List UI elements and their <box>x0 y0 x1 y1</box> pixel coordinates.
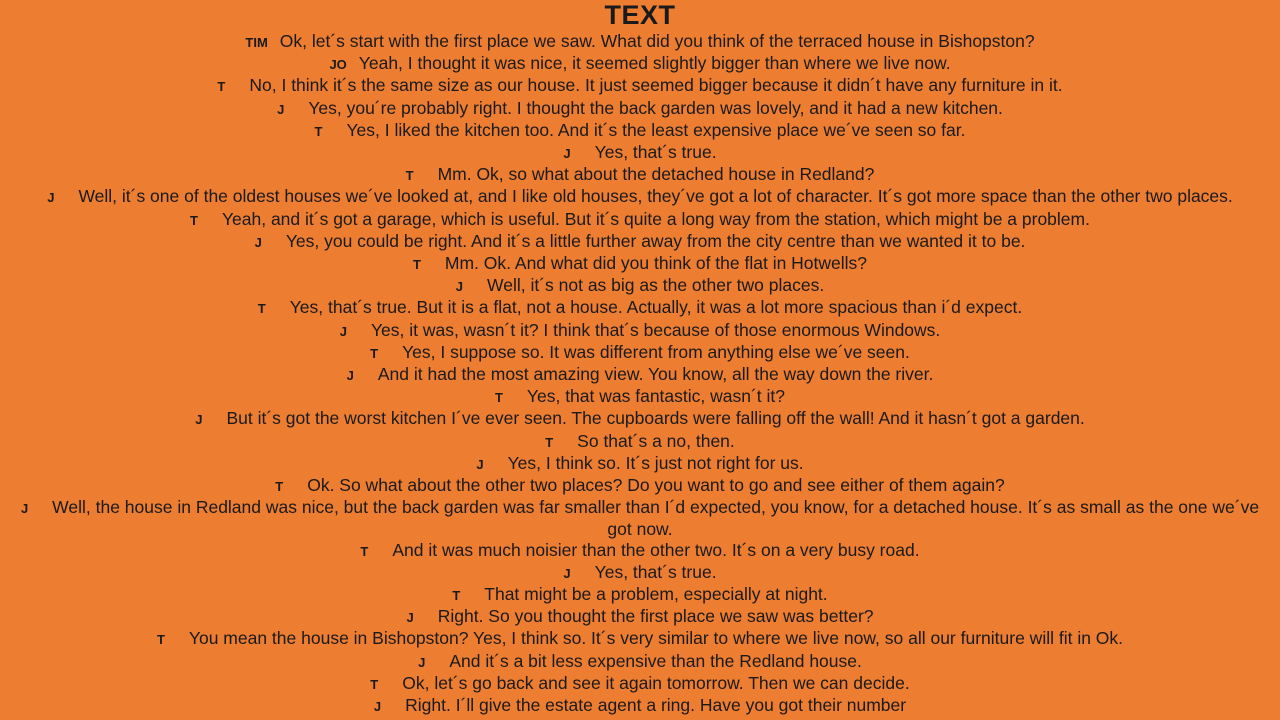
dialogue-text: Yes, I think so. It´s just not right for us. <box>507 452 804 473</box>
dialogue-line <box>8 695 1272 717</box>
dialogue-text: Ok, let´s start with the first place we saw. What did you think of the terraced house in Bishopston? <box>279 31 1035 51</box>
dialogue-text: Yes, that´s true. <box>594 142 717 163</box>
speaker-label: J <box>373 699 382 715</box>
dialogue-line <box>8 584 1272 606</box>
speaker-label: J <box>346 368 354 384</box>
dialogue-text: Yeah, and it´s got a garage, which is useful. But it´s quite a long way from the station, which might be a problem. <box>221 208 1090 229</box>
speaker-label: T <box>314 123 323 139</box>
dialogue-text: And it was much noisier than the other two. It´s on a very busy road. <box>392 539 920 560</box>
speaker-label: J <box>406 610 414 626</box>
speaker-label: T <box>156 632 165 648</box>
speaker-label: T <box>217 79 226 95</box>
dialogue-text: Ok. So what about the other two places? Do you want to go and see either of them again? <box>307 475 1005 496</box>
dialogue-text: That might be a problem, especially at night. <box>484 584 828 605</box>
dialogue-text: Well, it´s not as big as the other two places. <box>487 275 825 296</box>
speaker-label: T <box>275 479 284 495</box>
dialogue-text: Yes, that´s true. <box>594 561 717 582</box>
dialogue-text: Well, the house in Redland was nice, but the back garden was far smaller than I´d expected, you know, for a detached house. It´s as small as the one we´ve got now. <box>52 497 1260 540</box>
speaker-label: J <box>20 501 29 517</box>
dialogue-line <box>8 453 1272 475</box>
dialogue-line <box>8 186 1272 208</box>
dialogue-text: And it´s a bit less expensive than the Redland house. <box>449 650 862 671</box>
dialogue-text: Yes, that´s true. But it is a flat, not a house. Actually, it was a lot more spacious than i´d expect. <box>289 297 1023 318</box>
speaker-label: T <box>257 301 266 317</box>
dialogue-text: Yes, you´re probably right. I thought the back garden was lovely, and it had a new kitchen. <box>308 97 1003 118</box>
speaker-label: J <box>563 146 571 162</box>
dialogue-line <box>8 497 1272 539</box>
speaker-label: J <box>563 565 571 581</box>
dialogue-text: Mm. Ok. And what did you think of the flat in Hotwells? <box>444 253 868 274</box>
dialogue-text: You mean the house in Bishopston? Yes, I think so. It´s very similar to where we live now, so all our furniture will fit in Ok. <box>188 628 1124 649</box>
dialogue-text: Yes, that was fantastic, wasn´t it? <box>526 386 786 407</box>
speaker-label: J <box>339 323 347 339</box>
dialogue-line <box>8 342 1272 364</box>
dialogue-line <box>8 540 1272 562</box>
dialogue-line <box>8 142 1272 164</box>
dialogue-text: Ok, let´s go back and see it again tomorrow. Then we can decide. <box>402 672 910 693</box>
dialogue-line <box>8 431 1272 453</box>
dialogue-line <box>8 606 1272 628</box>
speaker-label: J <box>476 456 484 472</box>
dialogue-line <box>8 475 1272 497</box>
dialogue-line <box>8 53 1272 75</box>
speaker-label: T <box>190 212 198 228</box>
speaker-label: T <box>412 257 421 273</box>
dialogue-text: Right. So you thought the first place we saw was better? <box>437 606 874 627</box>
dialogue-text: Yes, I suppose so. It was different from anything else we´ve seen. <box>402 341 910 362</box>
dialogue-line <box>8 75 1272 97</box>
dialogue-line <box>8 231 1272 253</box>
dialogue-text: Right. I´ll give the estate agent a ring. Have you got their number <box>405 695 907 716</box>
speaker-label: J <box>418 654 426 670</box>
speaker-label: TIM <box>245 35 268 50</box>
dialogue-line <box>8 120 1272 142</box>
dialogue-line <box>8 98 1272 120</box>
dialogue-line <box>8 320 1272 342</box>
dialogue-line <box>8 253 1272 275</box>
dialogue-line <box>8 275 1272 297</box>
dialogue-text: And it had the most amazing view. You know, all the way down the river. <box>377 364 934 385</box>
dialogue-line <box>8 651 1272 673</box>
dialogue-text: Yes, I liked the kitchen too. And it´s the least expensive place we´ve seen so far. <box>346 119 966 140</box>
speaker-label: T <box>545 434 554 450</box>
speaker-label: J <box>47 190 55 206</box>
dialogue-line <box>8 386 1272 408</box>
speaker-label: T <box>405 168 414 184</box>
dialogue-text: Yes, you could be right. And it´s a little further away from the city centre than we wanted it to be. <box>285 230 1026 251</box>
dialogue-line <box>8 164 1272 186</box>
dialogue-text: But it´s got the worst kitchen I´ve ever seen. The cupboards were falling off the wall! And it hasn´t got a garden. <box>226 408 1085 429</box>
dialogue-text: Yes, it was, wasn´t it? I think that´s because of those enormous Windows. <box>370 319 941 340</box>
dialogue-line <box>8 628 1272 650</box>
slide-title: TEXT <box>604 0 676 30</box>
dialogue-line <box>8 209 1272 231</box>
speaker-label: J <box>455 279 464 295</box>
dialogue-text: No, I think it´s the same size as our house. It just seemed bigger because it didn´t have any furniture in it. <box>249 75 1063 96</box>
dialogue-line <box>8 297 1272 319</box>
dialogue-text: So that´s a no, then. <box>577 430 735 451</box>
speaker-label: J <box>254 234 262 250</box>
speaker-label: T <box>370 345 379 361</box>
dialogue-line <box>8 562 1272 584</box>
dialogue-line <box>8 673 1272 695</box>
dialogue-text: Well, it´s one of the oldest houses we´ve looked at, and I like old houses, they´ve got a lot of character. It´s got more space than the other two places. <box>78 186 1233 207</box>
dialogue-text: Mm. Ok, so what about the detached house in Redland? <box>437 164 875 185</box>
speaker-label: T <box>370 676 379 692</box>
dialogue-line <box>8 408 1272 430</box>
dialogue-line <box>8 364 1272 386</box>
speaker-label: J <box>195 412 203 428</box>
speaker-label: T <box>494 390 503 406</box>
dialogue-line <box>8 31 1272 53</box>
speaker-label: J <box>277 101 285 117</box>
dialogue-text: Yeah, I thought it was nice, it seemed slightly bigger than where we live now. <box>358 53 951 74</box>
speaker-label: T <box>360 543 369 559</box>
speaker-label: T <box>452 588 461 604</box>
dialogue-transcript <box>8 31 1272 717</box>
speaker-label: JO <box>329 57 347 73</box>
